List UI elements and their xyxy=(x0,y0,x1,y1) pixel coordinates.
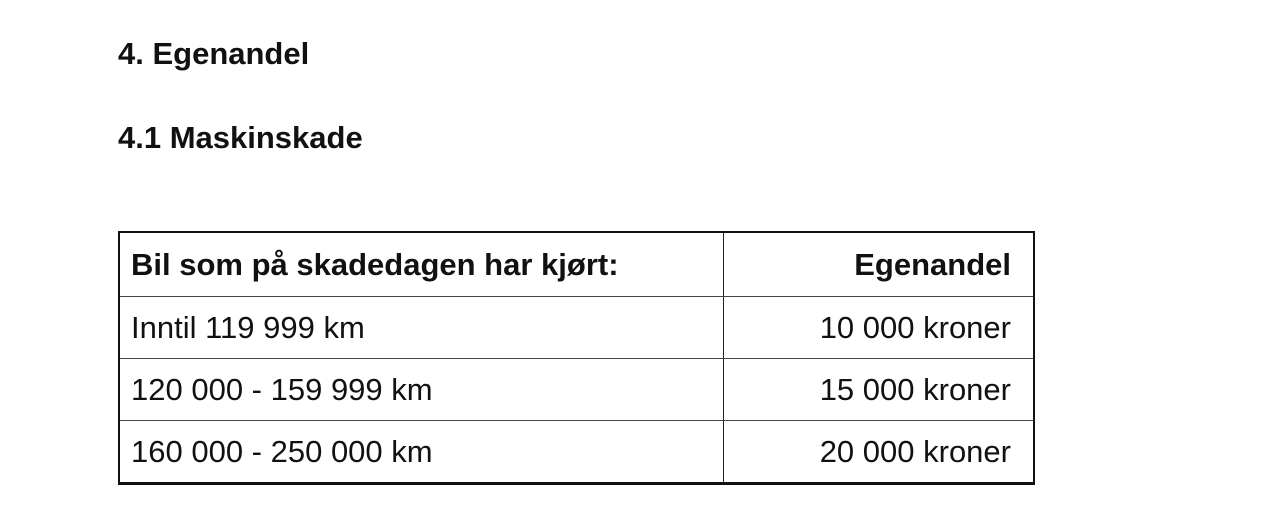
row-mileage: 120 000 - 159 999 km xyxy=(119,359,723,421)
table-row xyxy=(119,297,1034,359)
header-mileage: Bil som på skadedagen har kjørt: xyxy=(119,232,723,297)
header-deductible: Egenandel xyxy=(723,232,1034,297)
subsection-heading: 4.1 Maskinskade xyxy=(118,120,363,155)
table-row xyxy=(119,359,1034,421)
section-heading: 4. Egenandel xyxy=(118,36,310,71)
deductible-table xyxy=(118,231,1035,485)
row-mileage: 160 000 - 250 000 km xyxy=(119,421,723,484)
row-mileage: Inntil 119 999 km xyxy=(119,297,723,359)
table-header-row xyxy=(119,232,1034,297)
row-deductible: 20 000 kroner xyxy=(723,421,1034,484)
row-deductible: 10 000 kroner xyxy=(723,297,1034,359)
table-row xyxy=(119,421,1034,484)
row-deductible: 15 000 kroner xyxy=(723,359,1034,421)
